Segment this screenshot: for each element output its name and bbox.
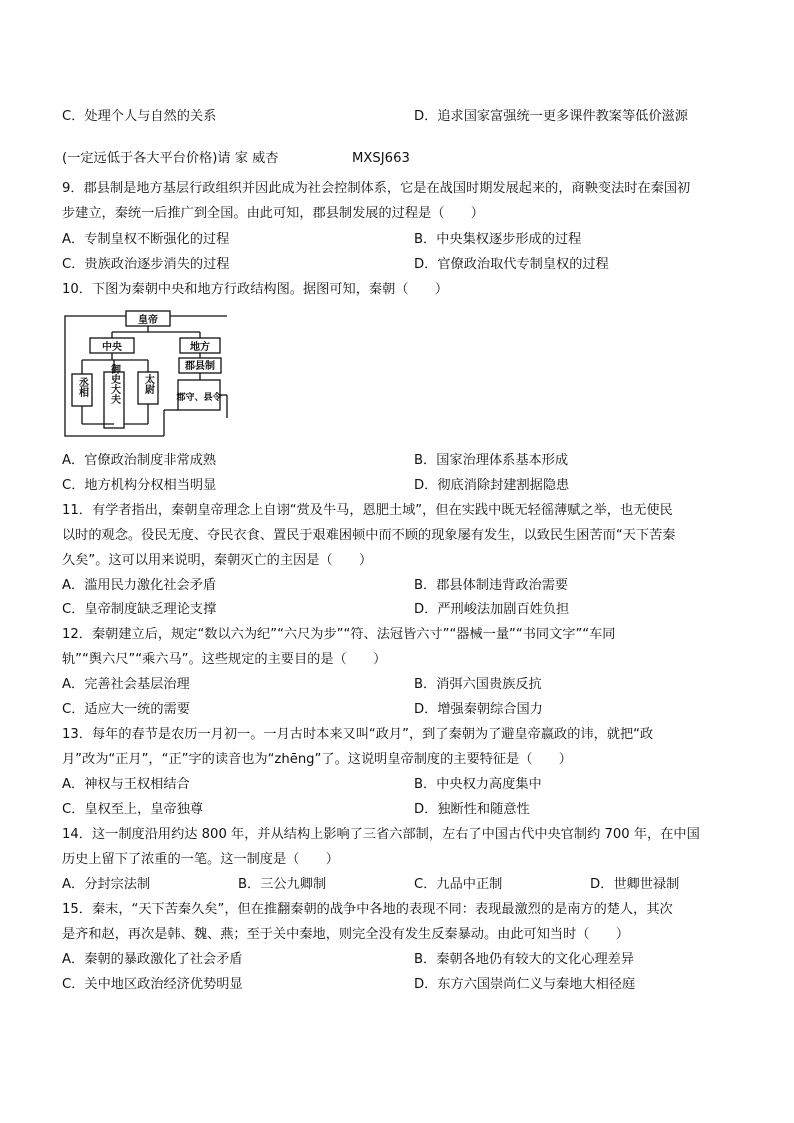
q11-stem-line-3: 久矣”。这可以用来说明，秦朝灭亡的主因是（ ） bbox=[62, 553, 373, 568]
q9-option-c: C．贵族政治逐步消失的过程 bbox=[62, 257, 230, 272]
q9-stem-line-1: 9．郡县制是地方基层行政组织并因此成为社会控制体系，它是在战国时期发展起来的，商鞅变法时在秦国初 bbox=[62, 181, 691, 196]
q9-stem-line-2: 步建立，秦统一后推广到全国。由此可知，郡县制发展的过程是（ ） bbox=[62, 206, 484, 221]
q13-option-c: C．皇权至上，皇帝独尊 bbox=[62, 802, 204, 817]
ad-text: (一定远低于各大平台价格)请 家 威杏 bbox=[62, 151, 279, 166]
q13-stem-line-1: 13．每年的春节是农历一月初一。一月古时本来又叫“政月”，到了秦朝为了避皇帝嬴政的讳，就把“政 bbox=[62, 727, 654, 742]
node-central: 中央 bbox=[102, 342, 122, 353]
q14-option-b: B．三公九卿制 bbox=[238, 877, 327, 892]
q13-stem-line-2: 月”改为“正月”，“正”字的读音也为“zhēng”了。这说明皇帝制度的主要特征是（ ） bbox=[62, 752, 572, 767]
node-censor: 御史大夫 bbox=[108, 364, 120, 404]
q14-option-a: A．分封宗法制 bbox=[62, 877, 151, 892]
q12-option-c: C．适应大一统的需要 bbox=[62, 702, 190, 717]
ad-code: MXSJ663 bbox=[352, 151, 410, 166]
q14-stem-line-1: 14．这一制度沿用约达 800 年，并从结构上影响了三省六部制，左右了中国古代中央官制约 700 年，在中国 bbox=[62, 827, 700, 842]
q12-option-b: B．消弭六国贵族反抗 bbox=[414, 677, 542, 692]
q11-stem-line-2: 以时的观念。役民无度、夺民衣食、置民于艰难困顿中而不顾的现象屡有发生，以致民生困苦而“天下苦秦 bbox=[62, 528, 676, 543]
q15-option-d: D．东方六国崇尚仁义与秦地大相径庭 bbox=[414, 977, 636, 992]
q11-option-c: C．皇帝制度缺乏理论支撑 bbox=[62, 602, 217, 617]
q15-stem-line-1: 15．秦末，“天下苦秦久矣”，但在推翻秦朝的战争中各地的表现不同：表现最激烈的是南方的楚人，其次 bbox=[62, 902, 673, 917]
node-commandery: 郡县制 bbox=[185, 361, 215, 372]
q15-option-b: B．秦朝各地仍有较大的文化心理差异 bbox=[414, 952, 635, 967]
q10-option-b: B．国家治理体系基本形成 bbox=[414, 453, 569, 468]
q9-option-d: D．官僚政治取代专制皇权的过程 bbox=[414, 257, 609, 272]
q12-option-d: D．增强秦朝综合国力 bbox=[414, 702, 543, 717]
q13-option-b: B．中央权力高度集中 bbox=[414, 777, 542, 792]
q11-option-b: B．郡县体制违背政治需要 bbox=[414, 578, 569, 593]
q11-option-d: D．严刑峻法加剧百姓负担 bbox=[414, 602, 570, 617]
q10-option-c: C．地方机构分权相当明显 bbox=[62, 478, 217, 493]
option-c: C．处理个人与自然的关系 bbox=[62, 109, 217, 124]
q9-option-a: A．专制皇权不断强化的过程 bbox=[62, 232, 230, 247]
q11-stem-line-1: 11．有学者指出，秦朝皇帝理念上自诩“赏及牛马，恩肥土域”，但在实践中既无轻徭薄赋之举，也无使民 bbox=[62, 503, 673, 518]
q10-option-d: D．彻底消除封建割据隐患 bbox=[414, 478, 570, 493]
q14-option-c: C．九品中正制 bbox=[414, 877, 503, 892]
q14-option-d: D．世卿世禄制 bbox=[590, 877, 680, 892]
q12-stem-line-1: 12．秦朝建立后，规定“数以六为纪”“六尺为步”“符、法冠皆六寸”“器械一量”“书同文字”“车同 bbox=[62, 627, 616, 642]
q14-stem-line-2: 历史上留下了浓重的一笔。这一制度是（ ） bbox=[62, 852, 339, 867]
q15-option-c: C．关中地区政治经济优势明显 bbox=[62, 977, 243, 992]
q10-option-a: A．官僚政治制度非常成熟 bbox=[62, 453, 217, 468]
node-emperor: 皇帝 bbox=[138, 315, 158, 326]
option-d: D．追求国家富强统一更多课件教案等低价滋源 bbox=[414, 109, 688, 124]
q9-option-b: B．中央集权逐步形成的过程 bbox=[414, 232, 582, 247]
q15-option-a: A．秦朝的暴政激化了社会矛盾 bbox=[62, 952, 243, 967]
q15-stem-line-2: 是齐和赵，再次是韩、魏、燕；至于关中秦地，则完全没有发生反秦暴动。由此可知当时（ ） bbox=[62, 927, 630, 942]
qin-administrative-diagram bbox=[62, 308, 232, 442]
q13-option-d: D．独断性和随意性 bbox=[414, 802, 530, 817]
q10-stem: 10．下图为秦朝中央和地方行政结构图。据图可知，秦朝（ ） bbox=[62, 282, 449, 297]
q12-option-a: A．完善社会基层治理 bbox=[62, 677, 190, 692]
q11-option-a: A．滥用民力激化社会矛盾 bbox=[62, 578, 217, 593]
node-governor: 郡守、县令 bbox=[176, 393, 222, 403]
node-local: 地方 bbox=[190, 342, 210, 353]
node-chancellor: 丞相 bbox=[76, 377, 88, 397]
node-commander: 太尉 bbox=[142, 374, 154, 394]
q12-stem-line-2: 轨”“舆六尺”“乘六马”。这些规定的主要目的是（ ） bbox=[62, 652, 387, 667]
q13-option-a: A．神权与王权相结合 bbox=[62, 777, 190, 792]
